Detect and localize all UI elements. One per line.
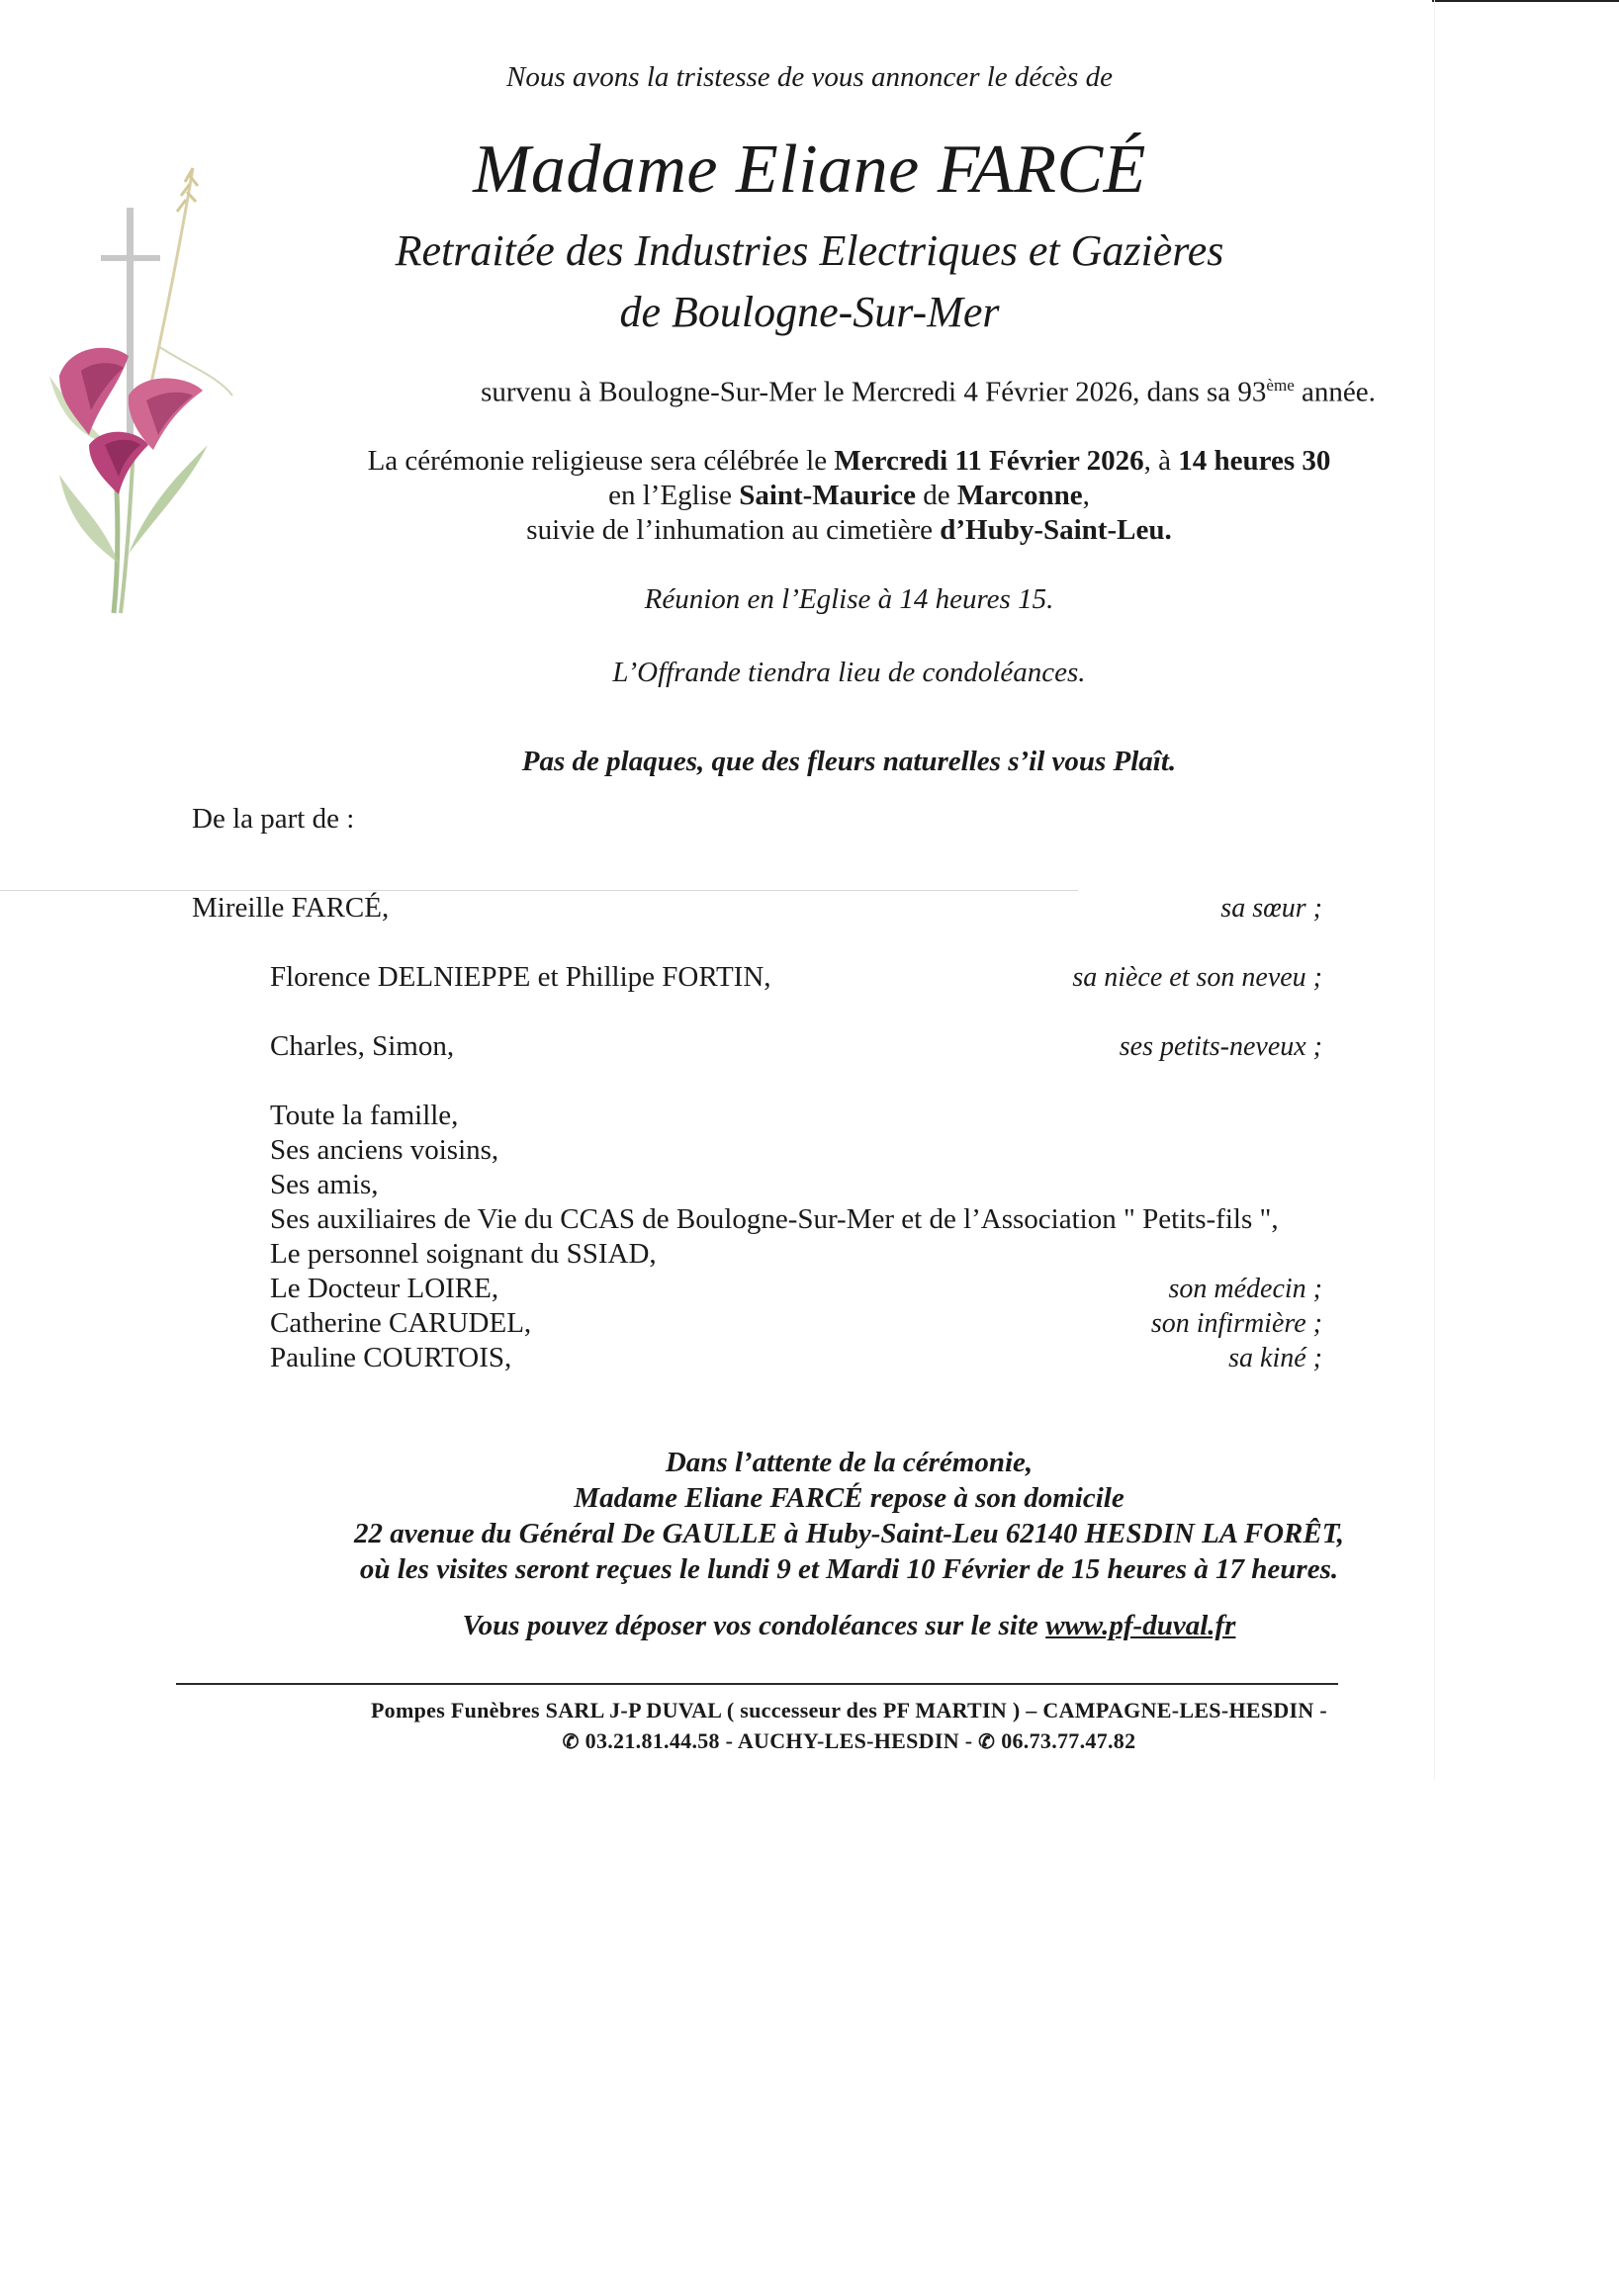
attente-line-1: Dans l’attente de la cérémonie, bbox=[665, 1447, 1034, 1478]
family-other-name: Ses anciens voisins, bbox=[270, 1134, 499, 1166]
deceased-name: Madame Eliane FARCÉ bbox=[473, 132, 1146, 208]
ceremony-date: Mercredi 11 Février 2026 bbox=[834, 445, 1144, 477]
survenu-end: année. bbox=[1294, 376, 1376, 408]
condoleances-line bbox=[40, 1610, 1619, 1642]
intro-text: Nous avons la tristesse de vous annoncer le décès de bbox=[506, 61, 1113, 93]
phone-circle-icon: ✆ bbox=[562, 1731, 580, 1753]
family-other-relation: son infirmière ; bbox=[1150, 1308, 1322, 1339]
reunion-line: Réunion en l’Eglise à 14 heures 15. bbox=[644, 583, 1054, 615]
phone-circle-icon: ✆ bbox=[978, 1731, 996, 1753]
church-name: Saint-Maurice bbox=[739, 480, 917, 511]
family-other-name: Pauline COURTOIS, bbox=[270, 1342, 512, 1373]
survenu-superscript: ème bbox=[1266, 376, 1295, 395]
scan-separator bbox=[0, 890, 1078, 891]
attente-line-2: Madame Eliane FARCÉ repose à son domicile bbox=[574, 1482, 1124, 1514]
ceremony-line-2 bbox=[40, 480, 1619, 512]
burial-prefix: suivie de l’inhumation au cimetière bbox=[526, 514, 941, 546]
survenu-text: survenu à Boulogne-Sur-Mer le Mercredi 4 Février 2026, dans sa 93 bbox=[481, 376, 1267, 408]
condoleances-text: Vous pouvez déposer vos condoléances sur le site bbox=[462, 1610, 1046, 1641]
family-other-name: Ses amis, bbox=[270, 1169, 379, 1200]
footer-company-line: Pompes Funèbres SARL J-P DUVAL ( successeur des PF MARTIN ) – CAMPAGNE-LES-HESDIN - bbox=[370, 1698, 1328, 1722]
footer-middle-text: - AUCHY-LES-HESDIN - bbox=[719, 1728, 979, 1753]
no-plaques-line: Pas de plaques, que des fleurs naturelles s’il vous Plaît. bbox=[521, 746, 1177, 777]
family-other-name: Catherine CARUDEL, bbox=[270, 1307, 532, 1339]
footer-phones-line bbox=[40, 1728, 1619, 1754]
church-sep: de bbox=[916, 480, 957, 511]
family-other-relation: sa kiné ; bbox=[1228, 1343, 1322, 1373]
subtitle-line-1: Retraitée des Industries Electriques et Gazières bbox=[395, 226, 1224, 275]
family-other-name: Toute la famille, bbox=[270, 1100, 459, 1131]
attente-line-4: où les visites seront reçues le lundi 9 et Mardi 10 Février de 15 heures à 17 heures. bbox=[359, 1553, 1339, 1585]
family-member-relation: sa sœur ; bbox=[1220, 893, 1322, 924]
family-member-name: Florence DELNIEPPE et Phillipe FORTIN, bbox=[270, 961, 771, 993]
church-place: Marconne bbox=[956, 480, 1083, 511]
family-member-name: Mireille FARCÉ, bbox=[192, 892, 390, 924]
offrande-line: L’Offrande tiendra lieu de condoléances. bbox=[612, 657, 1086, 688]
phone-number-1: 03.21.81.44.58 bbox=[585, 1728, 720, 1753]
church-prefix: en l’Eglise bbox=[608, 480, 740, 511]
funeral-home-website-link[interactable]: www.pf-duval.fr bbox=[1045, 1610, 1236, 1641]
family-member-relation: sa nièce et son neveu ; bbox=[1072, 962, 1322, 993]
de-la-part-de: De la part de : bbox=[192, 803, 355, 835]
family-other-name: Le personnel soignant du SSIAD, bbox=[270, 1238, 657, 1270]
ceremony-time: 14 heures 30 bbox=[1178, 445, 1331, 477]
family-other-name: Le Docteur LOIRE, bbox=[270, 1273, 499, 1304]
ceremony-intro: La cérémonie religieuse sera célébrée le bbox=[367, 445, 835, 477]
footer-rule bbox=[176, 1683, 1338, 1685]
family-other-name: Ses auxiliaires de Vie du CCAS de Boulogne-Sur-Mer et de l’Association " Petits-fils ", bbox=[270, 1203, 1279, 1235]
family-other-relation: son médecin ; bbox=[1168, 1274, 1322, 1304]
family-member-relation: ses petits-neveux ; bbox=[1119, 1031, 1322, 1062]
ceremony-line-1 bbox=[40, 445, 1619, 478]
cemetery-name: d’Huby-Saint-Leu. bbox=[940, 514, 1172, 546]
family-member-name: Charles, Simon, bbox=[270, 1030, 455, 1062]
ceremony-line-3 bbox=[40, 514, 1619, 547]
death-notice-line bbox=[119, 376, 1619, 409]
corner-rule bbox=[1432, 0, 1619, 2]
ceremony-sep: , à bbox=[1143, 445, 1179, 477]
subtitle-line-2: de Boulogne-Sur-Mer bbox=[619, 288, 1000, 336]
church-end: , bbox=[1082, 480, 1090, 511]
phone-number-2: 06.73.77.47.82 bbox=[1001, 1728, 1136, 1753]
attente-line-3: 22 avenue du Général De GAULLE à Huby-Saint-Leu 62140 HESDIN LA FORÊT, bbox=[353, 1518, 1345, 1549]
